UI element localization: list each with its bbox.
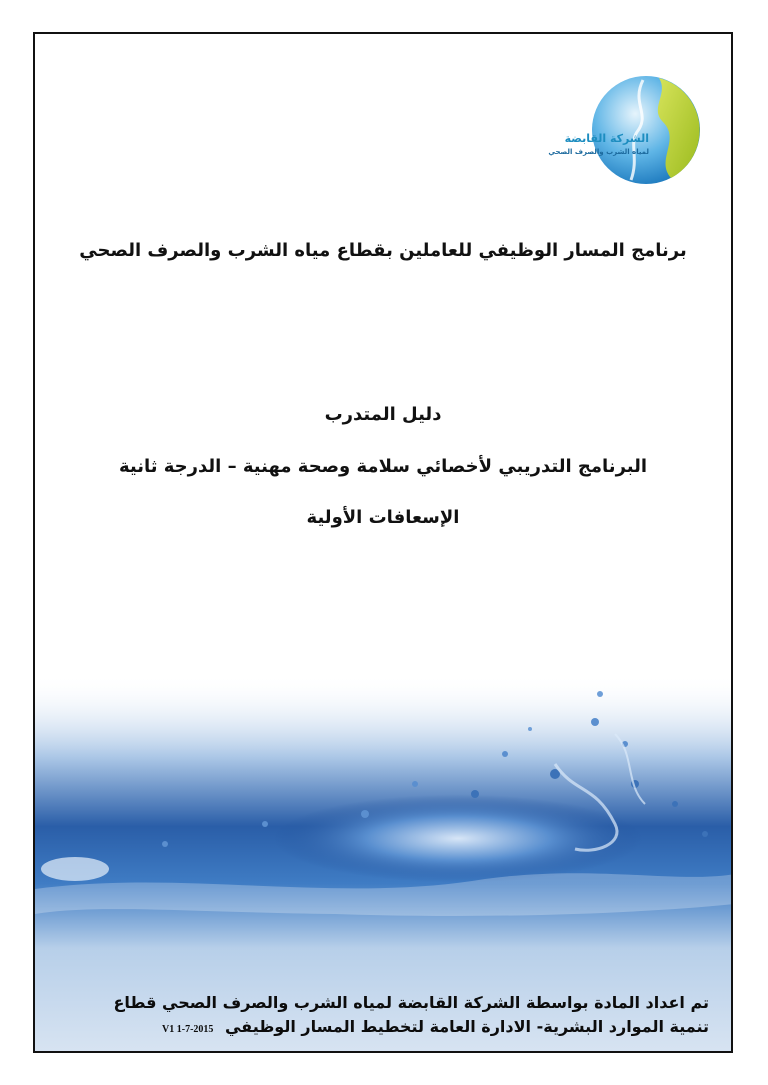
- footer-preparation-note: تم اعداد المادة بواسطة الشركة القابضة لمياه الشرب والصرف الصحي قطاع: [113, 993, 709, 1012]
- document-page: [33, 32, 733, 1053]
- document-title: برنامج المسار الوظيفي للعاملين بقطاع مياه الشرب والصرف الصحي: [79, 240, 687, 261]
- version-label: V1 1-7-2015: [162, 1024, 214, 1035]
- first-aid-heading: الإسعافات الأولية: [306, 507, 460, 528]
- training-program-heading: البرنامج التدريبي لأخصائي سلامة وصحة مهنية – الدرجة ثانية: [118, 456, 648, 477]
- logo-company-subtitle: لمياه الشرب والصرف الصحي: [548, 148, 649, 156]
- logo-company-name: الشركة القابضة: [564, 132, 649, 145]
- water-drop-logo-icon: [548, 74, 701, 186]
- trainee-guide-heading: دليل المتدرب: [324, 404, 442, 425]
- footer-department-note: [65, 1017, 709, 1036]
- footer-department-text: تنمية الموارد البشرية- الادارة العامة لتخطيط المسار الوظيفي: [224, 1017, 709, 1036]
- company-logo: [548, 74, 701, 186]
